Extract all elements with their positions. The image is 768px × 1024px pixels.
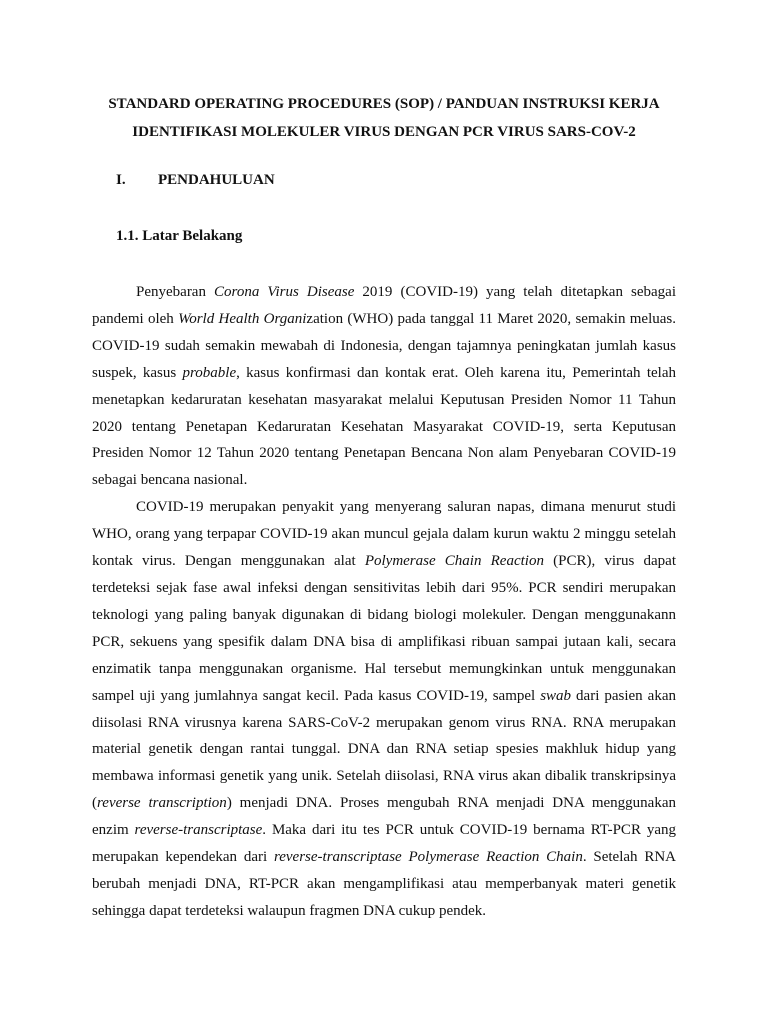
text-run: zation (WHO) pada tanggal 11 Maret 2020, semakin meluas. COVID-19 sudah semakin mewabah di Indonesia, dengan tajamnya peningkatan jumlah kasus suspek, kasus — [92, 310, 676, 381]
italic-text-run: Corona Virus Disease — [214, 284, 355, 300]
section-title: PENDAHULUAN — [158, 172, 275, 188]
italic-text-run: Polymerase Chain Reaction — [364, 553, 544, 570]
italic-text-run: World Health Organi — [178, 310, 307, 327]
text-run: COVID-19 merupakan penyakit yang menyerang saluran napas, dimana menurut studi WHO, orang yang terpapar COVID-19 akan muncul gejala dalam kurun waktu 2 minggu setelah kontak virus. Dengan menggunakan alat — [92, 499, 676, 570]
text-run: ) menjadi DNA. Proses mengubah RNA menjadi DNA menggunakan enzim — [92, 795, 676, 839]
italic-text-run: reverse transcription — [97, 795, 227, 812]
section-number: I. — [116, 172, 126, 188]
text-run: Penyebaran — [136, 284, 215, 300]
text-run: . Setelah RNA berubah menjadi DNA, RT-PCR akan mengamplifikasi atau memperbanyak materi genetik sehingga dapat terdeteksi walaupun fragmen DNA cukup pendek. — [92, 849, 676, 919]
title-line-1: STANDARD OPERATING PROCEDURES (SOP) / PANDUAN INSTRUKSI KERJA — [108, 96, 660, 112]
title-line-2: IDENTIFIKASI MOLEKULER VIRUS DENGAN PCR VIRUS SARS-COV-2 — [132, 124, 636, 140]
italic-text-run: swab — [540, 687, 572, 704]
text-run: 2019 (COVID-19) yang telah ditetapkan sebagai pandemi oleh — [92, 284, 677, 327]
text-run: . Maka dari itu tes PCR untuk COVID-19 bernama RT-PCR yang merupakan kependekan dari — [92, 822, 676, 866]
text-run: dari pasien akan diisolasi RNA virusnya karena SARS-CoV-2 merupakan genom virus RNA. RNA merupakan material genetik dengan rantai tunggal. DNA dan RNA setiap spesies makhluk hidup yang membawa informasi genetik yang unik. Setelah diisolasi, RNA virus akan dibalik transkripsinya ( — [92, 687, 676, 812]
paragraph — [92, 494, 676, 925]
italic-text-run: probable — [182, 364, 237, 381]
text-run: (PCR), virus dapat terdeteksi sejak fase awal infeksi dengan sensitivitas lebih dari 95%. PCR sendiri merupakan teknologi yang paling banyak digunakan di bidang biologi molekuler. Dengan menggunakann PCR, sekuens yang spesifik dalam DNA bisa di amplifikasi ribuan sampai jutaan kali, secara enzimatik tanpa menggunakan organisme. Hal tersebut memungkinkan untuk menggunakan sampel uji yang jumlahnya sangat kecil. Pada kasus COVID-19, sampel — [92, 553, 677, 704]
italic-text-run: reverse-transcriptase Polymerase Reaction Chain — [273, 849, 583, 866]
text-run: , kasus konfirmasi dan kontak erat. Oleh karena itu, Pemerintah telah menetapkan kedaruratan kesehatan masyarakat melalui Keputusan Presiden Nomor 11 Tahun 2020 tentang Penetapan Kedaruratan Kesehatan Masyarakat COVID-19, serta Keputusan Presiden Nomor 12 Tahun 2020 tentang Penetapan Bencana Non alam Penyebaran COVID-19 sebagai bencana nasional. — [92, 364, 676, 489]
document-title — [60, 90, 708, 146]
subsection-title: 1.1. Latar Belakang — [116, 228, 243, 244]
paragraph — [92, 279, 676, 494]
italic-text-run: reverse-transcriptase — [134, 822, 263, 839]
body-text — [92, 279, 676, 925]
